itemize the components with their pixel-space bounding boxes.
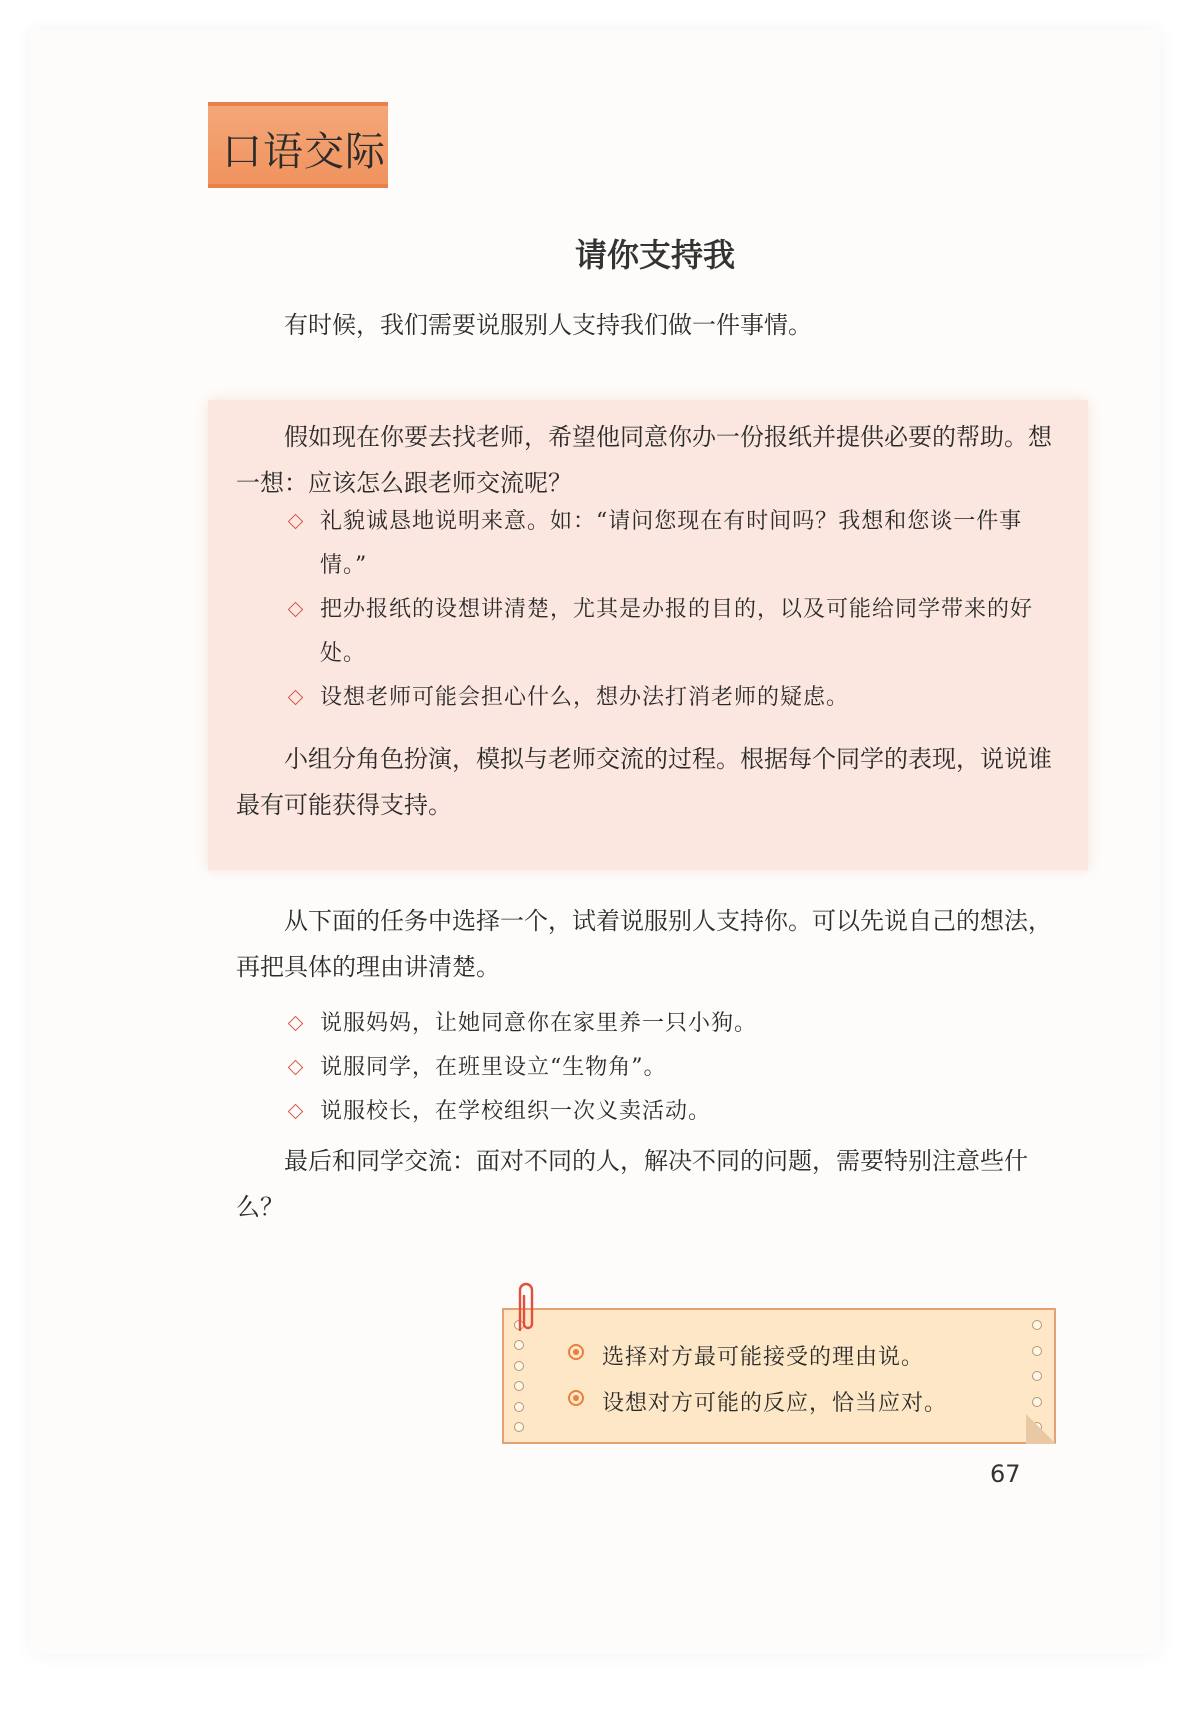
- tips-list: [290, 500, 1060, 720]
- note-text: 选择对方最可能接受的理由说。: [602, 1345, 925, 1370]
- page-number: 67: [990, 1460, 1021, 1488]
- note-text: 设想对方可能的反应，恰当应对。: [602, 1391, 948, 1416]
- diamond-bullet-icon: [288, 1060, 304, 1076]
- task-intro-paragraph: 从下面的任务中选择一个，试着说服别人支持你。可以先说自己的想法，再把具体的理由讲清楚。: [236, 907, 1052, 981]
- diamond-bullet-icon: [288, 514, 304, 530]
- box-paragraph-1: 假如现在你要去找老师，希望他同意你办一份报纸并提供必要的帮助。想一想：应该怎么跟老师交流呢？: [236, 423, 1052, 497]
- note-item: [568, 1340, 924, 1371]
- textbook-page: [30, 30, 1160, 1654]
- diamond-bullet-icon: [288, 1104, 304, 1120]
- diamond-bullet-icon: [288, 602, 304, 618]
- binder-holes-left: [514, 1320, 528, 1432]
- diamond-bullet-icon: [288, 690, 304, 706]
- task-text: 说服校长，在学校组织一次义卖活动。: [320, 1099, 712, 1124]
- note-item: [568, 1386, 947, 1417]
- tip-text: 把办报纸的设想讲清楚，尤其是办报的目的，以及可能给同学带来的好处。: [320, 597, 1034, 666]
- page-title: 请你支持我: [574, 236, 735, 274]
- circle-bullet-icon: [568, 1390, 584, 1406]
- task-list: [290, 1002, 1060, 1134]
- intro-paragraph: 有时候，我们需要说服别人支持我们做一件事情。: [284, 311, 812, 339]
- tip-note-card: [502, 1308, 1056, 1444]
- task-item: [290, 1046, 1060, 1090]
- task-text: 说服同学，在班里设立“生物角”。: [320, 1055, 667, 1080]
- section-badge-label: 口语交际: [222, 129, 386, 175]
- circle-bullet-icon: [568, 1344, 584, 1360]
- task-text: 说服妈妈，让她同意你在家里养一只小狗。: [320, 1011, 758, 1036]
- tip-item: [290, 500, 1060, 588]
- tip-item: [290, 588, 1060, 676]
- tip-item: [290, 676, 1060, 720]
- task-item: [290, 1090, 1060, 1134]
- folded-corner: [1026, 1414, 1056, 1444]
- diamond-bullet-icon: [288, 1016, 304, 1032]
- box-paragraph-2: 小组分角色扮演，模拟与老师交流的过程。根据每个同学的表现，说说谁最有可能获得支持。: [236, 745, 1052, 819]
- closing-paragraph: 最后和同学交流：面对不同的人，解决不同的问题，需要特别注意些什么？: [236, 1147, 1028, 1221]
- tip-text: 设想老师可能会担心什么，想办法打消老师的疑虑。: [320, 685, 850, 710]
- tip-text: 礼貌诚恳地说明来意。如：“请问您现在有时间吗？我想和您谈一件事情。”: [320, 509, 1023, 578]
- task-item: [290, 1002, 1060, 1046]
- section-badge: [208, 102, 388, 188]
- paperclip-icon: [512, 1280, 538, 1334]
